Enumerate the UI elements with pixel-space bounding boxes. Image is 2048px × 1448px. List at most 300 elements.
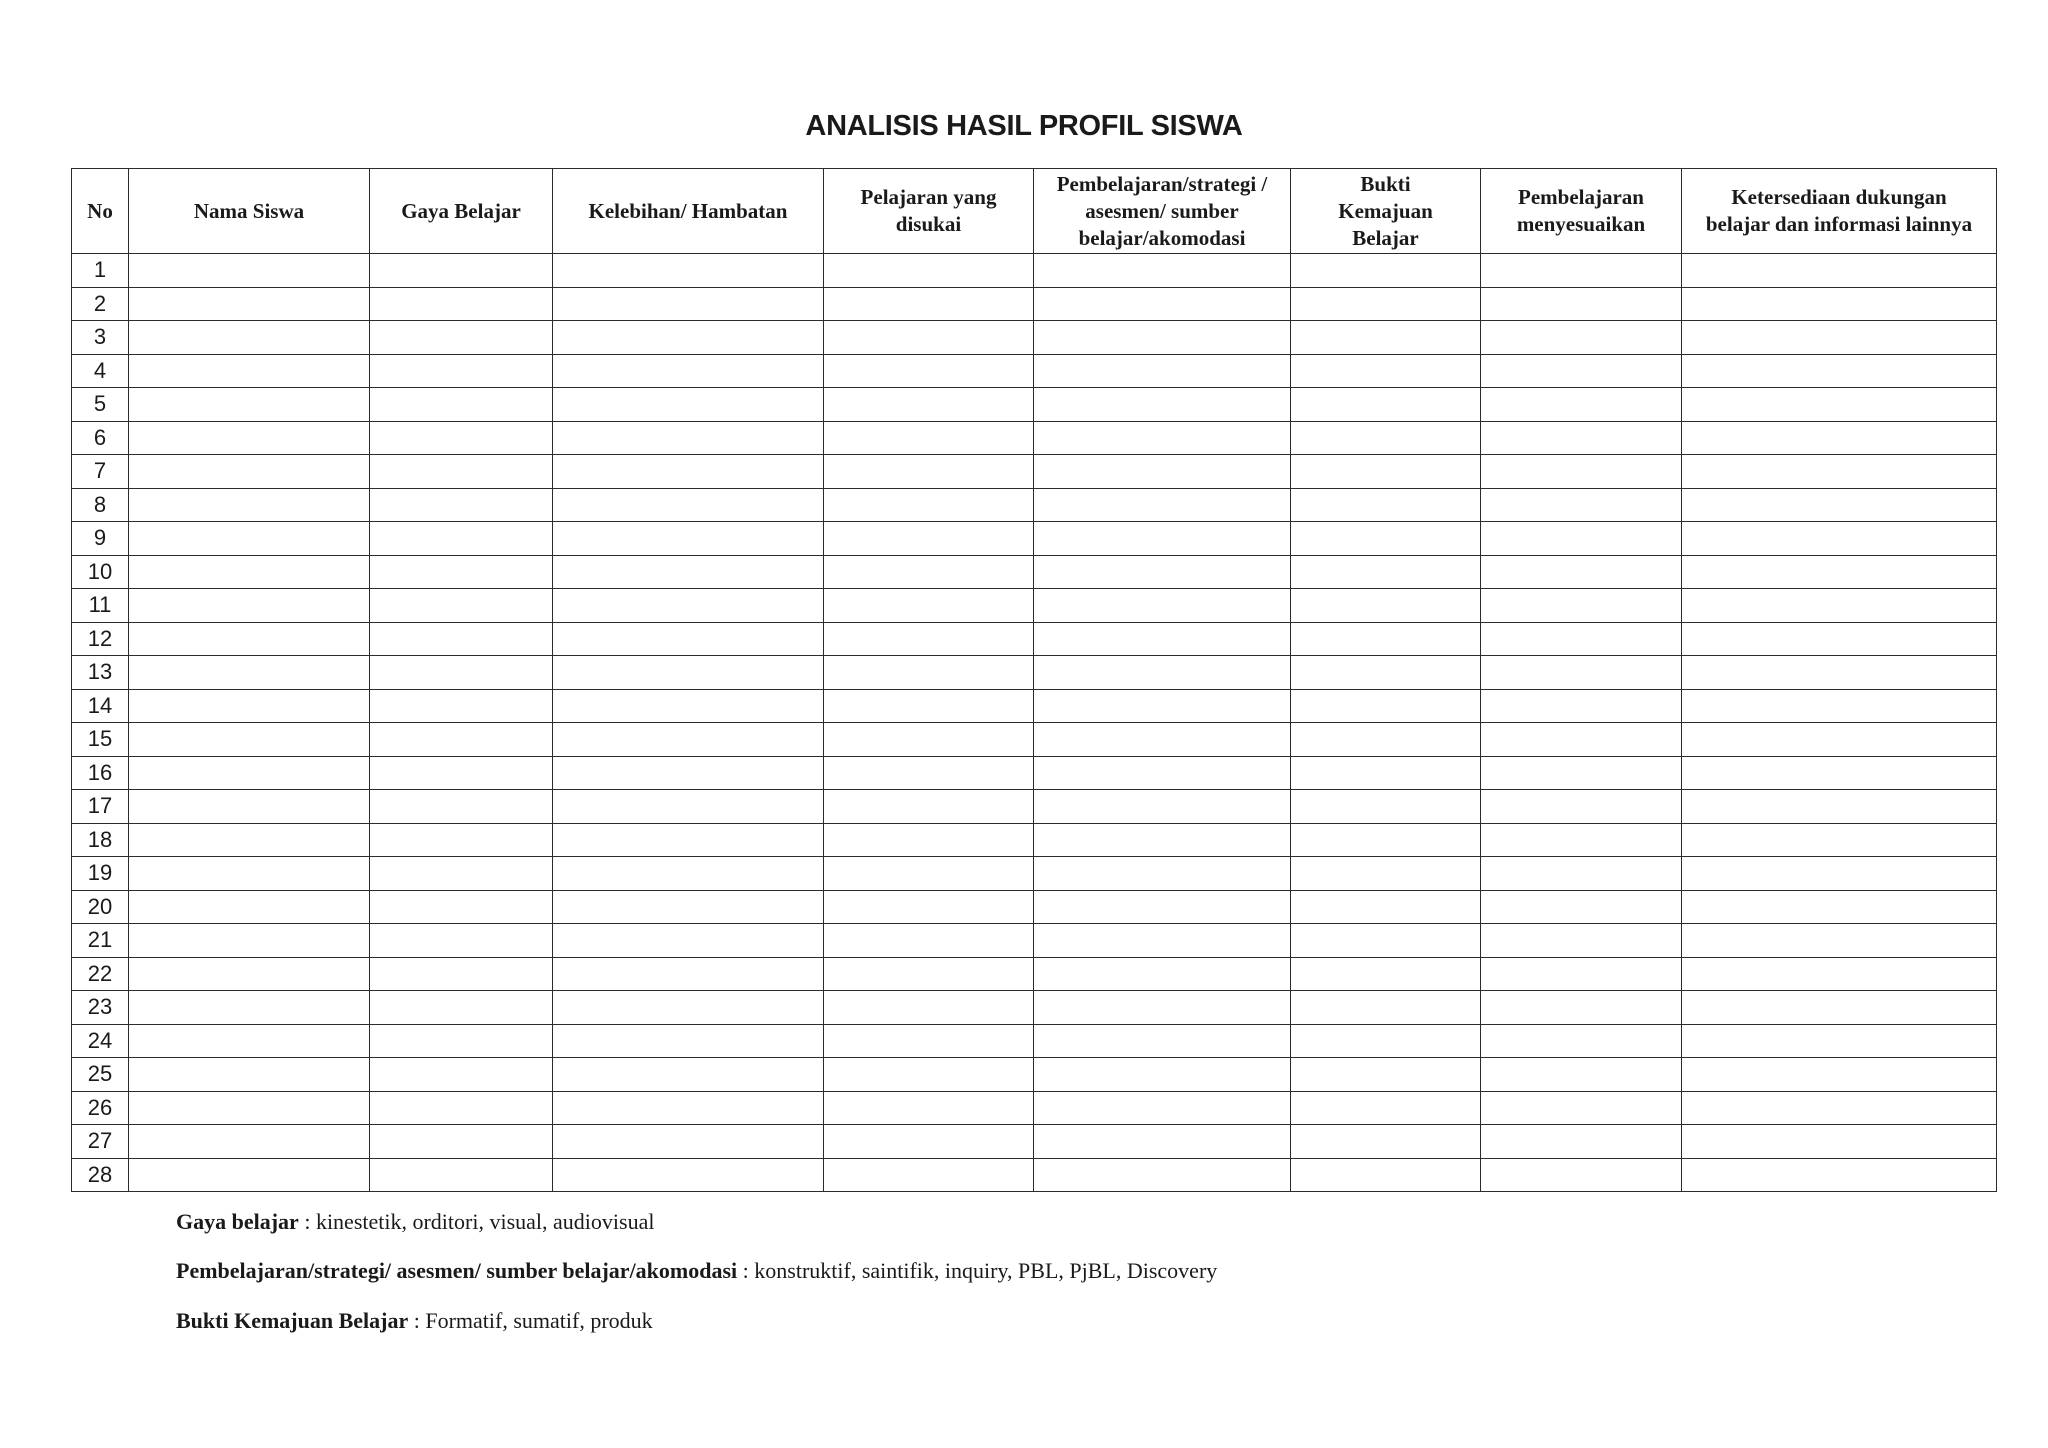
table-row <box>72 354 1997 388</box>
table-row <box>72 1024 1997 1058</box>
table-cell[interactable] <box>1682 589 1997 623</box>
table-row <box>72 421 1997 455</box>
table-cell[interactable] <box>1291 622 1481 656</box>
table-cell[interactable] <box>553 1024 824 1058</box>
row-number: 13 <box>72 656 129 690</box>
table-cell[interactable] <box>1481 1024 1682 1058</box>
table-cell[interactable] <box>553 522 824 556</box>
table-cell[interactable] <box>1291 287 1481 321</box>
table-cell[interactable] <box>370 857 553 891</box>
table-cell[interactable] <box>553 656 824 690</box>
table-cell[interactable] <box>1481 421 1682 455</box>
table-cell[interactable] <box>824 924 1034 958</box>
table-cell[interactable] <box>1682 287 1997 321</box>
table-header-row <box>72 169 1997 254</box>
table-cell[interactable] <box>824 689 1034 723</box>
table-cell[interactable] <box>370 354 553 388</box>
table-cell[interactable] <box>553 689 824 723</box>
table-row <box>72 790 1997 824</box>
table-cell[interactable] <box>1034 589 1291 623</box>
table-cell[interactable] <box>370 957 553 991</box>
table-cell[interactable] <box>129 756 370 790</box>
header-no: No <box>72 169 129 254</box>
legend-gaya-belajar <box>176 1208 654 1236</box>
table-cell[interactable] <box>1034 790 1291 824</box>
table-cell[interactable] <box>370 622 553 656</box>
table-row <box>72 991 1997 1025</box>
table-row <box>72 823 1997 857</box>
legend-bukti-text: : Formatif, sumatif, produk <box>408 1308 653 1333</box>
row-number: 15 <box>72 723 129 757</box>
legend-bukti-kemajuan <box>176 1307 653 1335</box>
table-cell[interactable] <box>1291 354 1481 388</box>
table-cell[interactable] <box>1682 689 1997 723</box>
student-profile-table-wrapper <box>71 168 1997 1192</box>
table-cell[interactable] <box>824 555 1034 589</box>
table-cell[interactable] <box>129 790 370 824</box>
row-number: 8 <box>72 488 129 522</box>
table-cell[interactable] <box>129 857 370 891</box>
row-number: 20 <box>72 890 129 924</box>
table-cell[interactable] <box>1682 756 1997 790</box>
table-cell[interactable] <box>1291 321 1481 355</box>
table-cell[interactable] <box>129 254 370 288</box>
table-cell[interactable] <box>1682 421 1997 455</box>
row-number: 2 <box>72 287 129 321</box>
table-cell[interactable] <box>553 1058 824 1092</box>
row-number: 6 <box>72 421 129 455</box>
table-cell[interactable] <box>370 254 553 288</box>
table-cell[interactable] <box>1291 488 1481 522</box>
legend-strategi <box>176 1257 1217 1285</box>
table-cell[interactable] <box>1481 823 1682 857</box>
table-cell[interactable] <box>1682 957 1997 991</box>
row-number: 16 <box>72 756 129 790</box>
table-cell[interactable] <box>129 388 370 422</box>
table-body <box>72 254 1997 1192</box>
table-cell[interactable] <box>1682 455 1997 489</box>
table-cell[interactable] <box>1481 488 1682 522</box>
table-cell[interactable] <box>129 589 370 623</box>
table-cell[interactable] <box>1291 857 1481 891</box>
table-cell[interactable] <box>824 488 1034 522</box>
row-number: 21 <box>72 924 129 958</box>
table-cell[interactable] <box>1682 823 1997 857</box>
table-cell[interactable] <box>553 488 824 522</box>
table-cell[interactable] <box>129 1058 370 1092</box>
table-cell[interactable] <box>1034 388 1291 422</box>
table-cell[interactable] <box>824 656 1034 690</box>
table-cell[interactable] <box>553 823 824 857</box>
row-number: 4 <box>72 354 129 388</box>
table-cell[interactable] <box>129 321 370 355</box>
table-row <box>72 488 1997 522</box>
table-cell[interactable] <box>129 555 370 589</box>
legend-strategi-label: Pembelajaran/strategi/ asesmen/ sumber belajar/akomodasi <box>176 1258 738 1283</box>
table-cell[interactable] <box>370 321 553 355</box>
table-cell[interactable] <box>1034 421 1291 455</box>
table-cell[interactable] <box>1291 522 1481 556</box>
row-number: 19 <box>72 857 129 891</box>
table-row <box>72 1058 1997 1092</box>
table-cell[interactable] <box>1291 890 1481 924</box>
table-cell[interactable] <box>370 555 553 589</box>
row-number: 28 <box>72 1158 129 1192</box>
table-row <box>72 890 1997 924</box>
table-cell[interactable] <box>824 991 1034 1025</box>
table-cell[interactable] <box>553 1125 824 1159</box>
table-row <box>72 756 1997 790</box>
table-cell[interactable] <box>824 957 1034 991</box>
table-cell[interactable] <box>1682 1024 1997 1058</box>
table-cell[interactable] <box>129 1158 370 1192</box>
table-cell[interactable] <box>824 1024 1034 1058</box>
table-cell[interactable] <box>1481 991 1682 1025</box>
table-cell[interactable] <box>1481 254 1682 288</box>
table-cell[interactable] <box>129 1091 370 1125</box>
table-cell[interactable] <box>553 957 824 991</box>
table-cell[interactable] <box>370 421 553 455</box>
table-cell[interactable] <box>1682 1058 1997 1092</box>
table-cell[interactable] <box>370 823 553 857</box>
table-cell[interactable] <box>1481 555 1682 589</box>
table-cell[interactable] <box>1034 1058 1291 1092</box>
table-cell[interactable] <box>1034 823 1291 857</box>
table-cell[interactable] <box>1682 924 1997 958</box>
table-cell[interactable] <box>1291 723 1481 757</box>
table-cell[interactable] <box>1034 622 1291 656</box>
table-cell[interactable] <box>1682 622 1997 656</box>
table-cell[interactable] <box>1291 957 1481 991</box>
table-cell[interactable] <box>553 555 824 589</box>
table-cell[interactable] <box>370 790 553 824</box>
table-cell[interactable] <box>824 321 1034 355</box>
table-cell[interactable] <box>129 890 370 924</box>
table-cell[interactable] <box>553 622 824 656</box>
table-cell[interactable] <box>824 287 1034 321</box>
table-cell[interactable] <box>370 1058 553 1092</box>
header-pembelajaran-menyesuaikan: Pembelajaran menyesuaikan <box>1481 169 1682 254</box>
table-cell[interactable] <box>129 522 370 556</box>
table-cell[interactable] <box>129 421 370 455</box>
table-cell[interactable] <box>1034 857 1291 891</box>
table-row <box>72 622 1997 656</box>
table-cell[interactable] <box>1481 1058 1682 1092</box>
table-cell[interactable] <box>129 991 370 1025</box>
table-cell[interactable] <box>553 790 824 824</box>
table-cell[interactable] <box>370 890 553 924</box>
header-strategi-asesmen: Pembelajaran/strategi / asesmen/ sumber belajar/akomodasi <box>1034 169 1291 254</box>
table-row <box>72 656 1997 690</box>
table-cell[interactable] <box>553 857 824 891</box>
table-cell[interactable] <box>553 991 824 1025</box>
table-cell[interactable] <box>370 656 553 690</box>
table-cell[interactable] <box>824 890 1034 924</box>
table-row <box>72 254 1997 288</box>
table-cell[interactable] <box>1291 823 1481 857</box>
table-cell[interactable] <box>1291 589 1481 623</box>
table-row <box>72 388 1997 422</box>
table-cell[interactable] <box>129 656 370 690</box>
table-cell[interactable] <box>1682 522 1997 556</box>
table-cell[interactable] <box>1291 1125 1481 1159</box>
table-cell[interactable] <box>1291 1058 1481 1092</box>
table-cell[interactable] <box>1291 388 1481 422</box>
table-cell[interactable] <box>370 1091 553 1125</box>
table-cell[interactable] <box>1034 1091 1291 1125</box>
table-row <box>72 321 1997 355</box>
table-cell[interactable] <box>1682 321 1997 355</box>
legend-strategi-text: : konstruktif, saintifik, inquiry, PBL, PjBL, Discovery <box>737 1258 1218 1283</box>
header-kelebihan-hambatan: Kelebihan/ Hambatan <box>553 169 824 254</box>
table-cell[interactable] <box>824 823 1034 857</box>
row-number: 10 <box>72 555 129 589</box>
table-cell[interactable] <box>129 1125 370 1159</box>
table-cell[interactable] <box>553 354 824 388</box>
table-cell[interactable] <box>1481 1125 1682 1159</box>
table-cell[interactable] <box>370 388 553 422</box>
table-cell[interactable] <box>1481 857 1682 891</box>
row-number: 26 <box>72 1091 129 1125</box>
table-cell[interactable] <box>824 790 1034 824</box>
table-row <box>72 689 1997 723</box>
table-cell[interactable] <box>370 756 553 790</box>
table-cell[interactable] <box>1291 790 1481 824</box>
table-cell[interactable] <box>824 857 1034 891</box>
table-cell[interactable] <box>824 589 1034 623</box>
table-row <box>72 589 1997 623</box>
table-cell[interactable] <box>1291 656 1481 690</box>
table-cell[interactable] <box>824 1158 1034 1192</box>
legend-gaya-text: : kinestetik, orditori, visual, audiovisual <box>298 1209 655 1234</box>
table-cell[interactable] <box>129 924 370 958</box>
table-cell[interactable] <box>129 689 370 723</box>
table-cell[interactable] <box>1481 455 1682 489</box>
table-cell[interactable] <box>129 957 370 991</box>
table-cell[interactable] <box>1481 689 1682 723</box>
table-cell[interactable] <box>1034 756 1291 790</box>
table-cell[interactable] <box>1481 756 1682 790</box>
table-row <box>72 1158 1997 1192</box>
table-cell[interactable] <box>129 455 370 489</box>
table-cell[interactable] <box>553 321 824 355</box>
table-cell[interactable] <box>1682 388 1997 422</box>
table-cell[interactable] <box>1291 1024 1481 1058</box>
table-cell[interactable] <box>824 421 1034 455</box>
table-cell[interactable] <box>1291 924 1481 958</box>
table-cell[interactable] <box>1034 689 1291 723</box>
page-title: ANALISIS HASIL PROFIL SISWA <box>805 110 1243 142</box>
table-cell[interactable] <box>824 522 1034 556</box>
table-cell[interactable] <box>553 756 824 790</box>
row-number: 7 <box>72 455 129 489</box>
header-nama-siswa: Nama Siswa <box>129 169 370 254</box>
table-cell[interactable] <box>1682 890 1997 924</box>
row-number: 25 <box>72 1058 129 1092</box>
table-cell[interactable] <box>1481 957 1682 991</box>
table-cell[interactable] <box>1481 656 1682 690</box>
table-cell[interactable] <box>824 723 1034 757</box>
table-cell[interactable] <box>129 622 370 656</box>
table-cell[interactable] <box>553 589 824 623</box>
table-cell[interactable] <box>1034 354 1291 388</box>
table-cell[interactable] <box>370 924 553 958</box>
table-cell[interactable] <box>1682 723 1997 757</box>
table-row <box>72 957 1997 991</box>
table-cell[interactable] <box>1682 857 1997 891</box>
table-cell[interactable] <box>824 1125 1034 1159</box>
table-cell[interactable] <box>1682 1158 1997 1192</box>
table-cell[interactable] <box>370 1024 553 1058</box>
table-cell[interactable] <box>1291 421 1481 455</box>
table-cell[interactable] <box>1291 991 1481 1025</box>
table-cell[interactable] <box>1481 890 1682 924</box>
row-number: 14 <box>72 689 129 723</box>
legend-gaya-label: Gaya belajar <box>176 1209 299 1234</box>
table-cell[interactable] <box>1682 254 1997 288</box>
table-row <box>72 924 1997 958</box>
table-cell[interactable] <box>824 455 1034 489</box>
table-cell[interactable] <box>824 1091 1034 1125</box>
table-cell[interactable] <box>1682 991 1997 1025</box>
row-number: 27 <box>72 1125 129 1159</box>
table-cell[interactable] <box>1481 522 1682 556</box>
table-cell[interactable] <box>553 1091 824 1125</box>
header-pelajaran-disukai: Pelajaran yang disukai <box>824 169 1034 254</box>
table-cell[interactable] <box>553 455 824 489</box>
table-cell[interactable] <box>129 354 370 388</box>
table-cell[interactable] <box>370 488 553 522</box>
header-gaya-belajar: Gaya Belajar <box>370 169 553 254</box>
table-cell[interactable] <box>370 287 553 321</box>
table-cell[interactable] <box>129 723 370 757</box>
table-cell[interactable] <box>129 823 370 857</box>
row-number: 5 <box>72 388 129 422</box>
legend-bukti-label: Bukti Kemajuan Belajar <box>176 1308 409 1333</box>
table-cell[interactable] <box>1682 488 1997 522</box>
table-cell[interactable] <box>1682 1091 1997 1125</box>
table-cell[interactable] <box>1682 656 1997 690</box>
table-cell[interactable] <box>1481 287 1682 321</box>
table-cell[interactable] <box>1034 488 1291 522</box>
table-cell[interactable] <box>1291 756 1481 790</box>
row-number: 12 <box>72 622 129 656</box>
table-cell[interactable] <box>1291 555 1481 589</box>
table-cell[interactable] <box>1481 1158 1682 1192</box>
row-number: 11 <box>72 589 129 623</box>
table-cell[interactable] <box>553 421 824 455</box>
table-cell[interactable] <box>370 723 553 757</box>
table-cell[interactable] <box>1481 354 1682 388</box>
table-cell[interactable] <box>1682 555 1997 589</box>
table-cell[interactable] <box>553 388 824 422</box>
table-cell[interactable] <box>370 455 553 489</box>
student-profile-table <box>71 168 1997 1192</box>
table-cell[interactable] <box>1034 1158 1291 1192</box>
table-cell[interactable] <box>370 1158 553 1192</box>
table-cell[interactable] <box>553 890 824 924</box>
table-cell[interactable] <box>370 991 553 1025</box>
table-cell[interactable] <box>553 287 824 321</box>
table-cell[interactable] <box>370 1125 553 1159</box>
table-cell[interactable] <box>553 924 824 958</box>
table-cell[interactable] <box>1291 689 1481 723</box>
table-cell[interactable] <box>1034 723 1291 757</box>
table-cell[interactable] <box>370 589 553 623</box>
table-cell[interactable] <box>1034 254 1291 288</box>
row-number: 22 <box>72 957 129 991</box>
table-cell[interactable] <box>1034 522 1291 556</box>
table-cell[interactable] <box>129 287 370 321</box>
table-cell[interactable] <box>1034 287 1291 321</box>
table-cell[interactable] <box>1034 991 1291 1025</box>
row-number: 9 <box>72 522 129 556</box>
table-row <box>72 857 1997 891</box>
table-cell[interactable] <box>1481 622 1682 656</box>
table-cell[interactable] <box>1034 656 1291 690</box>
table-cell[interactable] <box>1481 723 1682 757</box>
table-cell[interactable] <box>1481 388 1682 422</box>
table-row <box>72 455 1997 489</box>
table-cell[interactable] <box>1034 555 1291 589</box>
table-cell[interactable] <box>1682 1125 1997 1159</box>
table-cell[interactable] <box>553 1158 824 1192</box>
table-cell[interactable] <box>1291 254 1481 288</box>
table-row <box>72 522 1997 556</box>
table-cell[interactable] <box>1034 321 1291 355</box>
table-cell[interactable] <box>1034 957 1291 991</box>
table-row <box>72 723 1997 757</box>
table-cell[interactable] <box>553 723 824 757</box>
table-cell[interactable] <box>1034 890 1291 924</box>
row-number: 17 <box>72 790 129 824</box>
table-cell[interactable] <box>824 756 1034 790</box>
row-number: 1 <box>72 254 129 288</box>
table-cell[interactable] <box>824 622 1034 656</box>
table-cell[interactable] <box>553 254 824 288</box>
table-row <box>72 1091 1997 1125</box>
row-number: 23 <box>72 991 129 1025</box>
table-cell[interactable] <box>1034 924 1291 958</box>
row-number: 24 <box>72 1024 129 1058</box>
table-cell[interactable] <box>1481 589 1682 623</box>
table-cell[interactable] <box>129 488 370 522</box>
table-cell[interactable] <box>824 254 1034 288</box>
table-cell[interactable] <box>824 388 1034 422</box>
table-cell[interactable] <box>824 354 1034 388</box>
header-bukti-kemajuan: Bukti Kemajuan Belajar <box>1291 169 1481 254</box>
table-cell[interactable] <box>1291 455 1481 489</box>
table-row <box>72 555 1997 589</box>
table-cell[interactable] <box>1291 1091 1481 1125</box>
table-row <box>72 287 1997 321</box>
table-cell[interactable] <box>1481 1091 1682 1125</box>
table-cell[interactable] <box>1481 790 1682 824</box>
table-cell[interactable] <box>1291 1158 1481 1192</box>
row-number: 3 <box>72 321 129 355</box>
table-cell[interactable] <box>1034 1125 1291 1159</box>
table-cell[interactable] <box>1034 455 1291 489</box>
table-cell[interactable] <box>1481 321 1682 355</box>
table-cell[interactable] <box>370 689 553 723</box>
table-cell[interactable] <box>1034 1024 1291 1058</box>
table-cell[interactable] <box>129 1024 370 1058</box>
table-cell[interactable] <box>370 522 553 556</box>
table-cell[interactable] <box>1682 790 1997 824</box>
table-cell[interactable] <box>1682 354 1997 388</box>
table-cell[interactable] <box>824 1058 1034 1092</box>
table-cell[interactable] <box>1481 924 1682 958</box>
